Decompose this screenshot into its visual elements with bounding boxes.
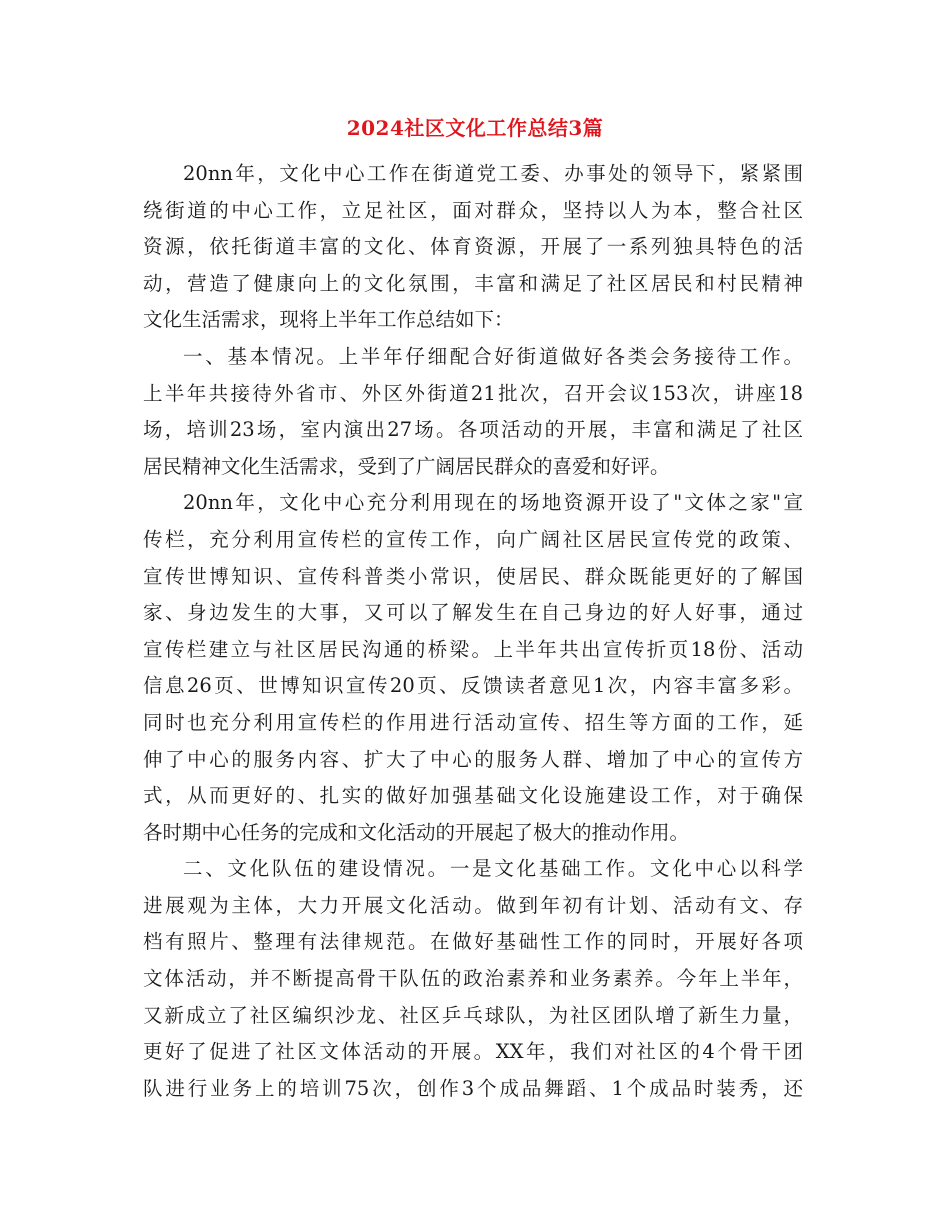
paragraph <box>143 156 803 339</box>
paragraph-line: 动，营造了健康向上的文化氛围，丰富和满足了社区居民和村民精神 <box>143 271 803 295</box>
paragraph-line: 一、基本情况。上半年仔细配合好街道做好各类会务接待工作。 <box>183 344 803 368</box>
paragraph-line: 绕街道的中心工作，立足社区，面对群众，坚持以人为本，整合社区 <box>143 198 803 222</box>
paragraph-line: 各时期中心任务的完成和文化活动的开展起了极大的推动作用。 <box>143 820 690 844</box>
paragraph-line: 二、文化队伍的建设情况。一是文化基础工作。文化中心以科学 <box>183 857 803 881</box>
paragraph-line: 20nn年，文化中心充分利用现在的场地资源开设了"文体之家"宣 <box>183 491 803 515</box>
paragraph-line: 场，培训23场，室内演出27场。各项活动的开展，丰富和满足了社区 <box>143 418 803 442</box>
paragraph <box>143 485 803 851</box>
paragraph-line: 上半年共接待外省市、外区外街道21批次，召开会议153次，讲座18 <box>143 381 803 405</box>
document-body <box>143 156 803 1107</box>
paragraph <box>143 851 803 1107</box>
paragraph-line: 文体活动，并不断提高骨干队伍的政治素养和业务素养。今年上半年， <box>143 967 803 991</box>
paragraph-line: 式，从而更好的、扎实的做好加强基础文化设施建设工作，对于确保 <box>143 784 803 808</box>
paragraph-line: 伸了中心的服务内容、扩大了中心的服务人群、增加了中心的宣传方 <box>143 747 803 771</box>
paragraph-line: 又新成立了社区编织沙龙、社区乒乓球队，为社区团队增了新生力量， <box>143 1003 803 1027</box>
paragraph-line: 队进行业务上的培训75次，创作3个成品舞蹈、1个成品时装秀，还 <box>143 1076 803 1100</box>
paragraph-line: 进展观为主体，大力开展文化活动。做到年初有计划、活动有文、存 <box>143 893 803 917</box>
paragraph-line: 信息26页、世博知识宣传20页、反馈读者意见1次，内容丰富多彩。 <box>143 674 803 698</box>
paragraph-line: 档有照片、整理有法律规范。在做好基础性工作的同时，开展好各项 <box>143 930 803 954</box>
paragraph-line: 居民精神文化生活需求，受到了广阔居民群众的喜爱和好评。 <box>143 454 670 478</box>
paragraph-line: 文化生活需求，现将上半年工作总结如下： <box>143 308 514 332</box>
paragraph-line: 家、身边发生的大事，又可以了解发生在自己身边的好人好事，通过 <box>143 601 803 625</box>
paragraph-line: 更好了促进了社区文体活动的开展。XX年，我们对社区的4个骨干团 <box>143 1040 803 1064</box>
paragraph-line: 同时也充分利用宣传栏的作用进行活动宣传、招生等方面的工作，延 <box>143 710 803 734</box>
paragraph-line: 宣传栏建立与社区居民沟通的桥梁。上半年共出宣传折页18份、活动 <box>143 637 803 661</box>
paragraph-line: 传栏，充分利用宣传栏的宣传工作，向广阔社区居民宣传党的政策、 <box>143 527 803 551</box>
paragraph-line: 20nn年，文化中心工作在街道党工委、办事处的领导下，紧紧围 <box>183 162 803 185</box>
paragraph-line: 宣传世博知识、宣传科普类小常识，使居民、群众既能更好的了解国 <box>143 564 803 588</box>
document-title: 2024社区文化工作总结3篇 <box>346 116 604 140</box>
paragraph <box>143 339 803 485</box>
paragraph-line: 资源，依托街道丰富的文化、体育资源，开展了一系列独具特色的活 <box>143 235 803 259</box>
